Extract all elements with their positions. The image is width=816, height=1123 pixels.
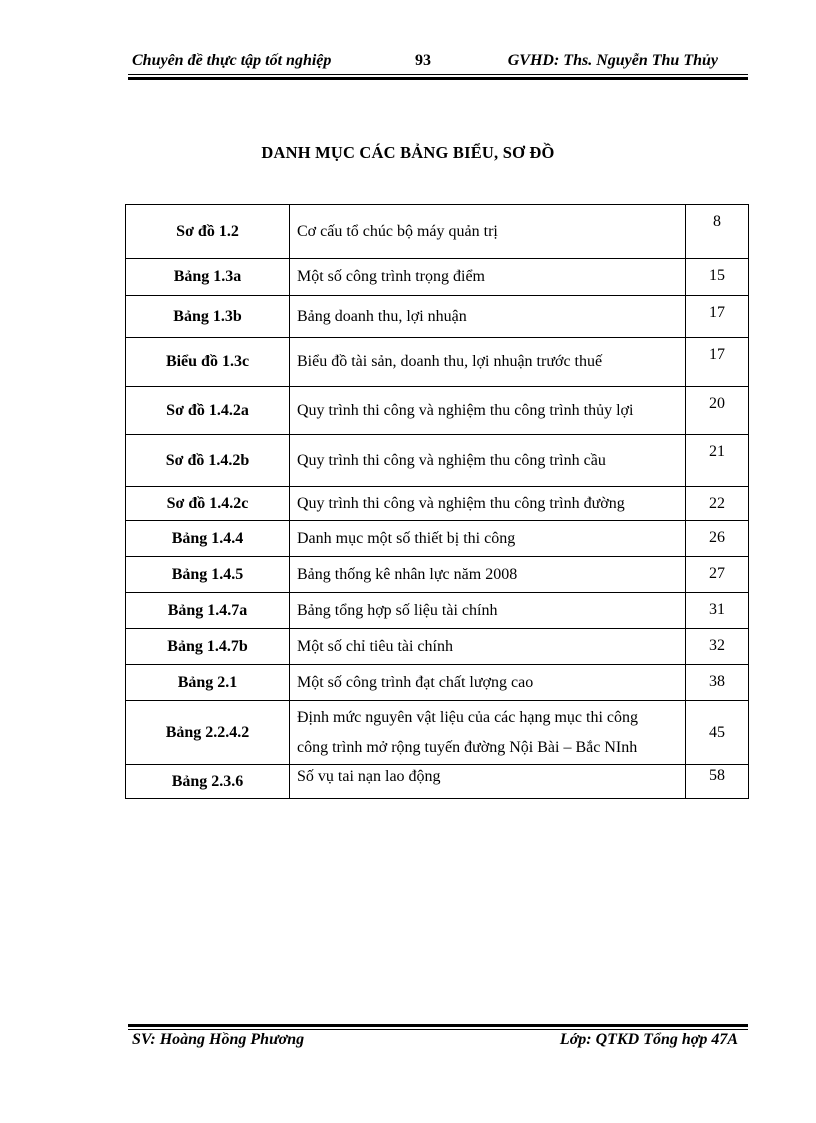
row-description: Một số công trình đạt chất lượng cao xyxy=(290,665,686,701)
row-description: Bảng thống kê nhân lực năm 2008 xyxy=(290,557,686,593)
row-description: Một số chỉ tiêu tài chính xyxy=(290,629,686,665)
page-footer xyxy=(128,1031,748,1053)
header-rule-thin xyxy=(128,74,748,75)
table-row xyxy=(126,296,749,338)
table-row xyxy=(126,259,749,296)
table-row xyxy=(126,765,749,799)
table-row xyxy=(126,557,749,593)
table-row xyxy=(126,593,749,629)
table-row xyxy=(126,205,749,259)
row-page: 26 xyxy=(686,521,749,557)
row-page: 31 xyxy=(686,593,749,629)
table-row xyxy=(126,701,749,765)
row-description: Một số công trình trọng điểm xyxy=(290,259,686,296)
row-page: 32 xyxy=(686,629,749,665)
row-description: Quy trình thi công và nghiệm thu công trình đường xyxy=(290,487,686,521)
row-description xyxy=(290,701,686,765)
row-label: Sơ đồ 1.2 xyxy=(126,205,290,259)
row-label: Bảng 2.1 xyxy=(126,665,290,701)
figures-tables-list xyxy=(125,204,749,799)
row-page: 8 xyxy=(686,205,749,259)
header-rule-thick xyxy=(128,77,748,80)
table-row xyxy=(126,629,749,665)
row-page: 58 xyxy=(686,765,749,799)
row-page: 17 xyxy=(686,338,749,387)
row-page: 22 xyxy=(686,487,749,521)
row-label: Sơ đồ 1.4.2b xyxy=(126,435,290,487)
footer-student: SV: Hoàng Hồng Phương xyxy=(132,1031,305,1048)
row-label: Biểu đồ 1.3c xyxy=(126,338,290,387)
row-page: 38 xyxy=(686,665,749,701)
header-report-title: Chuyên đề thực tập tốt nghiệp xyxy=(132,52,332,69)
row-description: Quy trình thi công và nghiệm thu công trình thủy lợi xyxy=(290,387,686,435)
row-page: 15 xyxy=(686,259,749,296)
row-label: Bảng 1.3b xyxy=(126,296,290,338)
table-row xyxy=(126,487,749,521)
table-row xyxy=(126,338,749,387)
row-description: Danh mục một số thiết bị thi công xyxy=(290,521,686,557)
row-description: Bảng doanh thu, lợi nhuận xyxy=(290,296,686,338)
row-description: Số vụ tai nạn lao động xyxy=(290,765,686,799)
page-title: DANH MỤC CÁC BẢNG BIỂU, SƠ ĐỒ xyxy=(261,143,555,162)
table-row xyxy=(126,521,749,557)
row-description: Bảng tổng hợp số liệu tài chính xyxy=(290,593,686,629)
row-page: 27 xyxy=(686,557,749,593)
table-row xyxy=(126,435,749,487)
row-description: Cơ cấu tổ chúc bộ máy quản trị xyxy=(290,205,686,259)
row-page: 21 xyxy=(686,435,749,487)
row-label: Bảng 1.4.4 xyxy=(126,521,290,557)
row-label: Bảng 2.2.4.2 xyxy=(126,701,290,765)
header-supervisor: GVHD: Ths. Nguyễn Thu Thủy xyxy=(507,52,718,69)
table-row xyxy=(126,665,749,701)
row-page: 45 xyxy=(686,701,749,765)
page-header xyxy=(128,52,748,74)
row-label: Bảng 2.3.6 xyxy=(126,765,290,799)
row-label: Sơ đồ 1.4.2c xyxy=(126,487,290,521)
row-page: 20 xyxy=(686,387,749,435)
table-row xyxy=(126,387,749,435)
row-label: Bảng 1.4.5 xyxy=(126,557,290,593)
row-label: Sơ đồ 1.4.2a xyxy=(126,387,290,435)
row-description-line-1: Định mức nguyên vật liệu của các hạng mục thi công xyxy=(297,708,639,726)
row-description: Quy trình thi công và nghiệm thu công trình cầu xyxy=(290,435,686,487)
row-description-line-2: công trình mở rộng tuyến đường Nội Bài – Bắc NInh xyxy=(297,738,638,756)
footer-class: Lớp: QTKD Tổng hợp 47A xyxy=(559,1031,738,1048)
row-description: Biểu đồ tài sản, doanh thu, lợi nhuận trước thuế xyxy=(290,338,686,387)
row-page: 17 xyxy=(686,296,749,338)
header-page-number: 93 xyxy=(415,52,431,69)
row-label: Bảng 1.4.7a xyxy=(126,593,290,629)
row-label: Bảng 1.3a xyxy=(126,259,290,296)
footer-rule-thick xyxy=(128,1024,748,1027)
footer-rule-thin xyxy=(128,1029,748,1030)
row-label: Bảng 1.4.7b xyxy=(126,629,290,665)
